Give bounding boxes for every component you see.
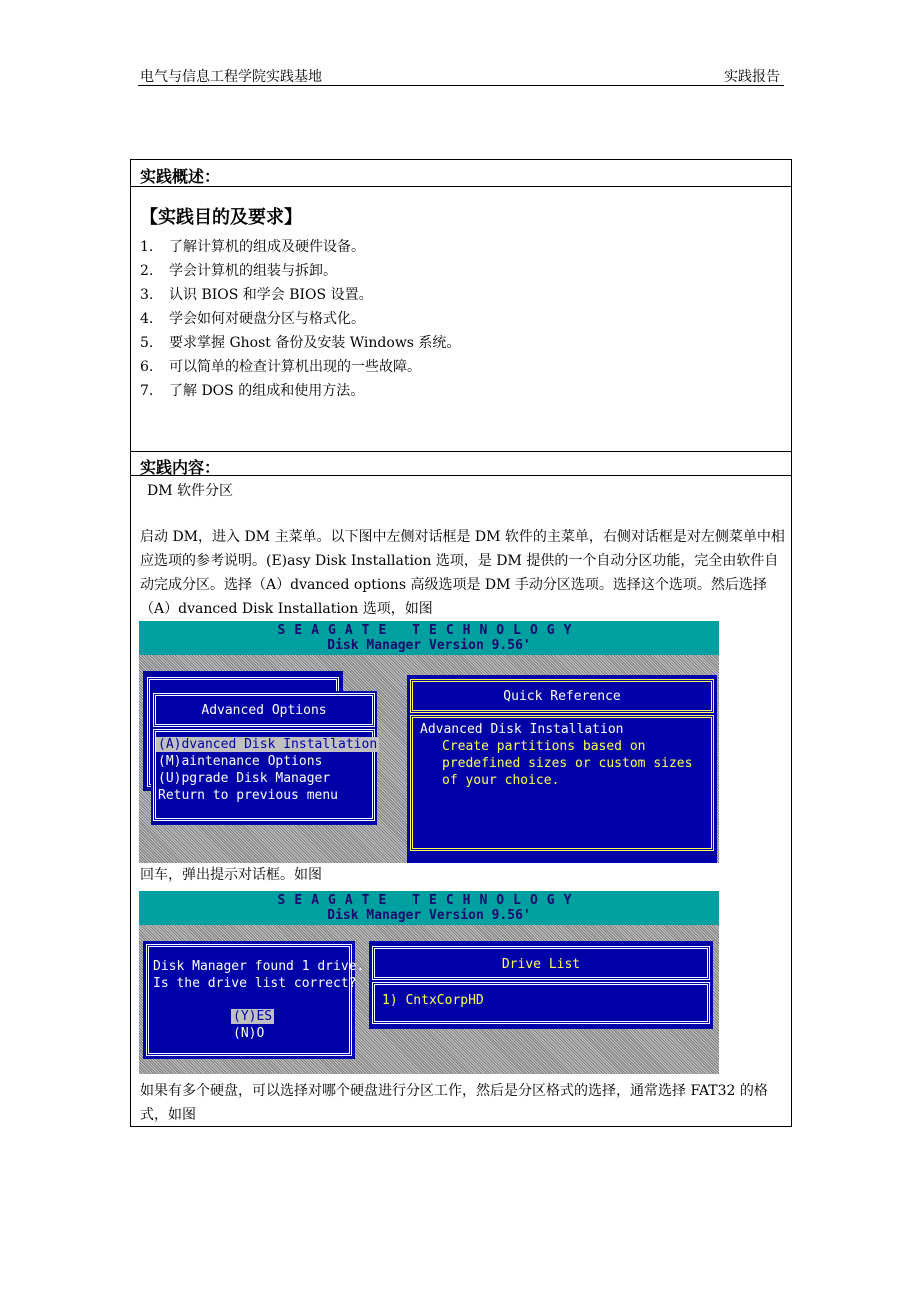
list-item: 6. 可以简单的检查计算机出现的一些故障。 [140,359,421,375]
drive-list-window [369,941,713,1029]
overview-title: 实践概述： [140,167,221,186]
list-item: 3. 认识 BIOS 和学会 BIOS 设置。 [140,287,373,303]
advanced-options-title: Advanced Options [201,703,327,718]
advanced-options-window [151,691,377,825]
header-rule [138,85,784,86]
list-item: 7. 了解 DOS 的组成和使用方法。 [140,383,365,399]
report-table [130,159,792,1127]
list-item: 2. 学会计算机的组装与拆卸。 [140,263,337,279]
content-title: 实践内容： [140,458,221,477]
confirm-dialog [143,941,365,1059]
dialog-message-line1: Disk Manager found 1 drive. [153,959,365,974]
drive-list-title: Drive List [501,957,581,972]
quick-reference-title: Quick Reference [503,689,621,704]
drive-list-item[interactable]: 1) CntxCorpHD [382,993,484,1008]
title-bar: SEAGATE TECHNOLOGY Disk Manager Version 9.56' [139,891,719,925]
header-left: 电气与信息工程学院实践基地 [140,69,322,85]
no-option[interactable]: (N)O [233,1026,265,1041]
header-right: 实践报告 [724,69,780,85]
title-bar: SEAGATE TECHNOLOGY Disk Manager Version 9.56' [139,621,719,655]
list-item: 1. 了解计算机的组成及硬件设备。 [140,239,365,255]
menu-item-maintenance-options[interactable]: (M)aintenance Options [158,754,323,769]
quick-reference-line: Create partitions based on [442,739,646,754]
row-divider [131,186,791,187]
dm-subtitle: DM 软件分区 [147,483,234,499]
menu-item-return[interactable]: Return to previous menu [158,788,339,803]
goals-list [140,235,460,403]
list-item: 4. 学会如何对硬盘分区与格式化。 [140,311,365,327]
dm-drive-list-screenshot [139,891,719,1074]
goals-title: 【实践目的及要求】 [140,207,302,228]
list-item: 5. 要求掌握 Ghost 备份及安装 Windows 系统。 [140,335,461,351]
menu-item-upgrade-disk-manager[interactable]: (U)pgrade Disk Manager [158,771,331,786]
menu-item-advanced-disk-installation[interactable]: (A)dvanced Disk Installation [158,737,378,752]
intro-paragraph: 启动 DM，进入 DM 主菜单。以下图中左侧对话框是 DM 软件的主菜单，右侧对话框是对左侧菜单中相应选项的参考说明。(E)asy Disk Installation 选项，是 DM 提供的一个自动分区功能，完全由软件自动完成分区。选择（A）dvanced options 高级选项是 DM 手动分区选项。选择这个选项。然后选择（A）dvanced Disk Installation 选项，如图 [140,529,785,617]
quick-reference-window [407,675,717,863]
quick-reference-line: of your choice. [442,773,560,788]
quick-reference-line: predefined sizes or custom sizes [442,756,693,771]
row-divider [131,451,791,452]
dm-advanced-options-screenshot [139,621,719,863]
confirm-paragraph: 回车，弹出提示对话框。如图 [140,867,322,883]
quick-reference-heading: Advanced Disk Installation [420,722,624,737]
partition-paragraph: 如果有多个硬盘，可以选择对哪个硬盘进行分区工作，然后是分区格式的选择，通常选择 FAT32 的格式，如图 [140,1083,768,1123]
yes-option[interactable]: (Y)ES [233,1009,273,1024]
dialog-message-line2: Is the drive list correct? [153,976,357,991]
row-divider [131,475,791,476]
